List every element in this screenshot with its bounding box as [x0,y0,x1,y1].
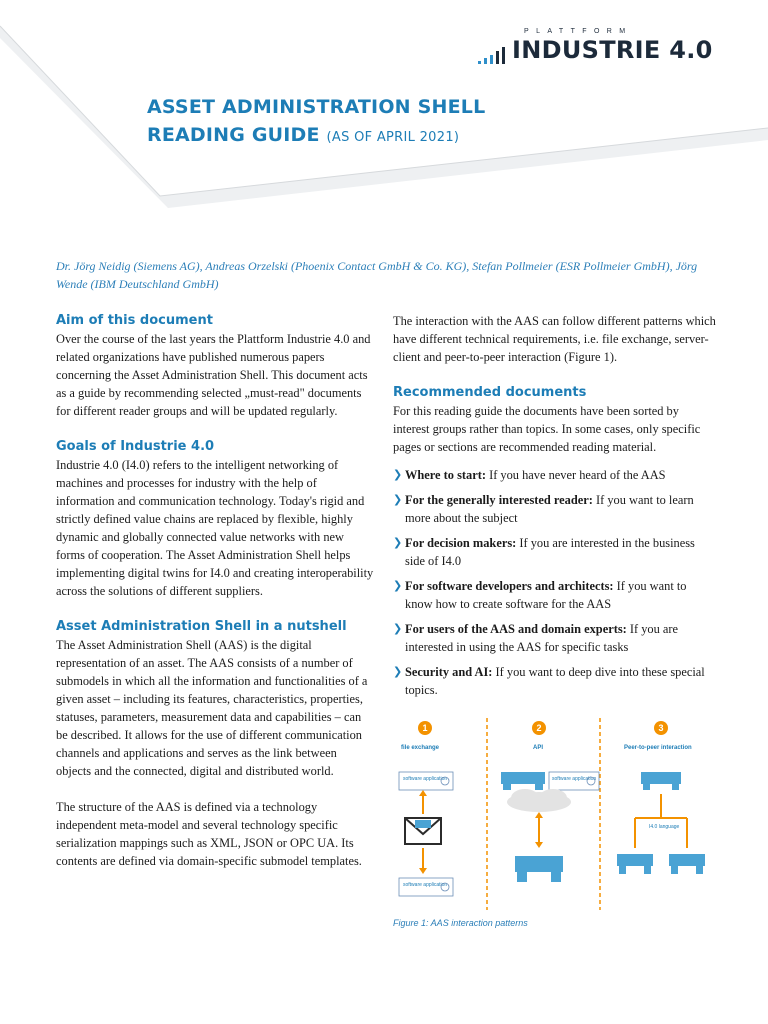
heading-recommended: Recommended documents [393,385,587,400]
server-machine-icon [501,772,545,784]
paragraph-aim: Over the course of the last years the Plattform Industrie 4.0 and related organizations have published numerous papers concerning the Asset Administration Shell. This document acts as a guide by recommending selected „must-read" documents for different reader groups and will be updated regularly. [56,332,371,418]
arrow-up-head [419,790,427,796]
aas-interaction-figure [393,714,727,914]
arrow-down-head [419,868,427,874]
logo-top-text: PLATTFORM [524,28,633,35]
document-icon [415,820,431,828]
list-item-title: For users of the AAS and domain experts: [405,622,627,636]
paragraph-goals: Industrie 4.0 (I4.0) refers to the intelligent networking of machines and processes for industry with the help of information and communication technology. Today's rigid and strictly defined value chains are replaced by flexible, highly dynamic and globally connected value networks with new forms of cooperation. The Asset Administration Shell helps implementing digital twins for I4.0 and creating interoperability across the solutions of different suppliers. [56,458,374,598]
list-item-title: Where to start: [405,468,486,482]
left-column [56,312,374,870]
list-item-title: For software developers and architects: [405,579,614,593]
paragraph-nutshell-1: The Asset Administration Shell (AAS) is the digital representation of an asset. The AAS consists of a number of submodels in which all the information and functionalities of a given asset – including its features, characteristics, properties, statuses, parameters, measurement data and capabilities – can be described. It allows for the use of different communication channels and applications and serves as the link between objects and the connected, digital and distributed world. [56,638,368,778]
heading-nutshell: Asset Administration Shell in a nutshell [56,619,347,634]
list-item [393,466,717,484]
chevron-right-icon: ❯ [393,493,403,506]
chevron-right-icon: ❯ [393,579,403,592]
list-item-text: If you want to learn more about the subject [405,493,694,525]
figure-caption: Figure 1: AAS interaction patterns [393,918,528,928]
chevron-right-icon: ❯ [393,622,403,635]
paragraph-recommended: For this reading guide the documents have been sorted by interest groups rather than topics. In some cases, only specific pages or sections are recommended reading material. [393,404,701,454]
list-item-text: If you want to deep dive into these special topics. [405,665,705,697]
paragraph-nutshell-2: The structure of the AAS is defined via a technology independent meta-model and several technology specific serialization mappings such as XML, JSON or OPC UA. Its contents are defined via domain-specific submodel templates. [56,800,362,868]
plattform-industrie-logo [478,26,718,70]
machine-icon [515,856,563,872]
list-item [393,491,717,527]
label-file-exchange: file exchange [401,745,440,751]
list-item-title: Security and AI: [405,665,493,679]
label-api: API [533,745,544,751]
chevron-right-icon: ❯ [393,665,403,678]
number-2: 2 [536,723,542,733]
heading-goals: Goals of Industrie 4.0 [56,439,215,454]
chevron-right-icon: ❯ [393,468,403,481]
list-item-text: If you are interested in using the AAS for specific tasks [405,622,679,654]
title-line-1: ASSET ADMINISTRATION SHELL [147,96,486,118]
right-column [393,312,717,706]
paragraph-interaction: The interaction with the AAS can follow different patterns which have different technical requirements, i.e. file exchange, server-client and peer-to-peer interaction (Figure 1). [393,314,716,364]
list-item-text: If you have never heard of the AAS [485,468,666,482]
title-reading-guide: READING GUIDE [147,124,320,146]
list-item [393,620,717,656]
chevron-right-icon: ❯ [393,536,403,549]
list-item [393,577,717,613]
machine-icon-right [669,854,705,866]
list-item-text: If you want to know how to create software for the AAS [405,579,687,611]
title-date: (AS OF APRIL 2021) [326,130,460,145]
i40-language-label: I4.0 language [649,824,680,830]
software-app-label-top: software application [403,776,448,782]
list-item [393,534,717,570]
software-app-label-bottom: software application [403,882,448,888]
machine-icon-left [617,854,653,866]
reader-group-list [393,466,717,699]
number-3: 3 [658,723,664,733]
title-line-2 [147,124,459,146]
label-peer-to-peer: Peer-to-peer interaction [624,745,692,751]
software-app-label-api: software application [552,776,597,782]
list-item-title: For decision makers: [405,536,517,550]
list-item [393,663,717,699]
heading-aim: Aim of this document [56,313,213,328]
number-1: 1 [422,723,428,733]
list-item-title: For the generally interested reader: [405,493,593,507]
machine-icon-top [641,772,681,784]
logo-main-text: INDUSTRIE 4.0 [512,36,713,64]
authors: Dr. Jörg Neidig (Siemens AG), Andreas Orzelski (Phoenix Contact GmbH & Co. KG), Stefan Pollmeier (ESR Pollmeier GmbH), Jörg Wende (IBM Deutschland GmbH) [56,259,698,291]
list-item-text: If you are interested in the business side of I4.0 [405,536,695,568]
